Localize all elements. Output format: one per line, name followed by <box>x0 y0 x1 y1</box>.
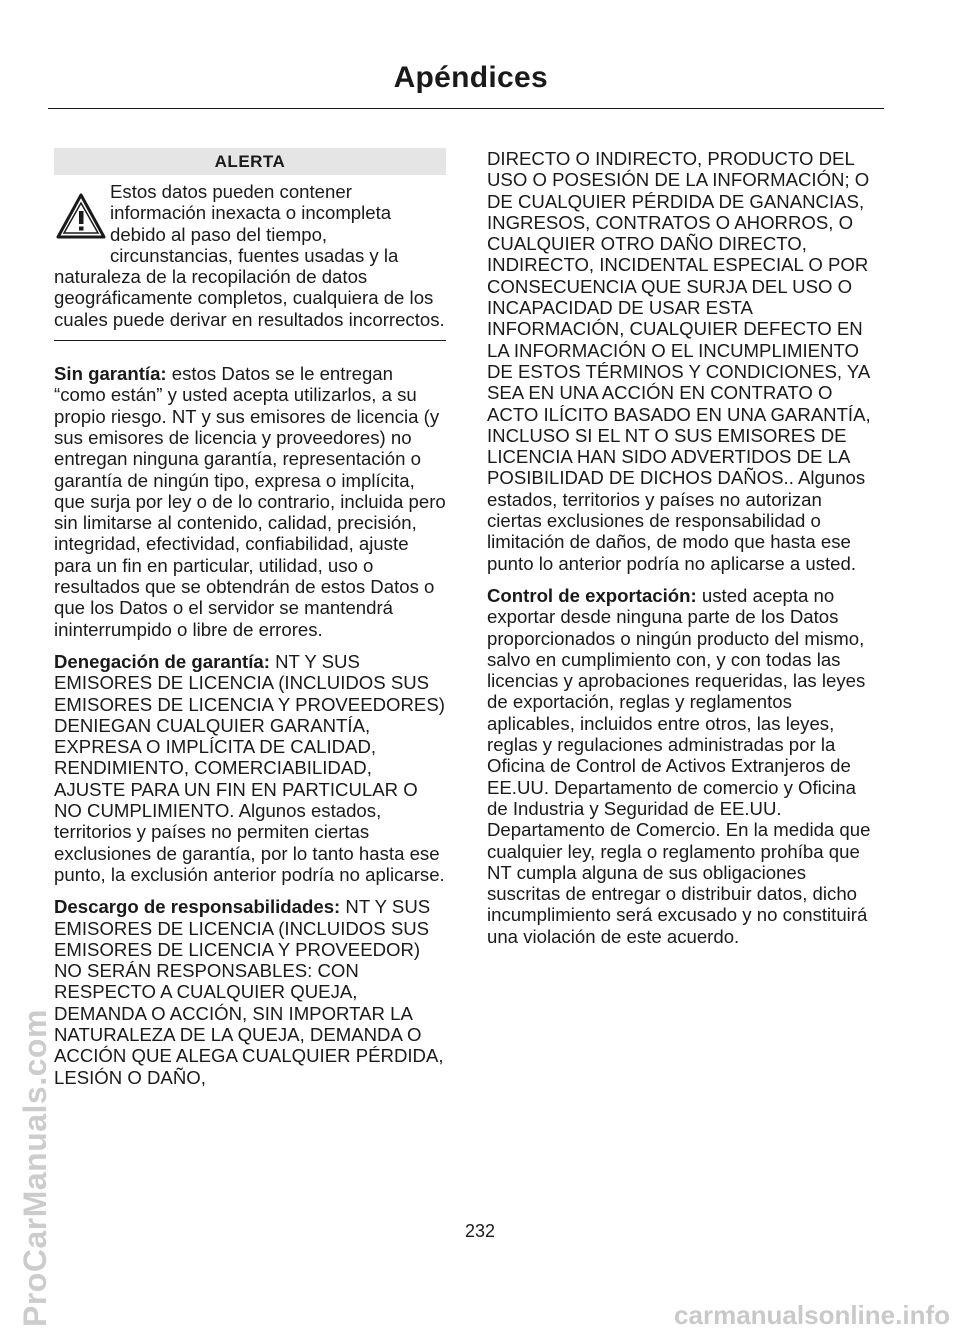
page-number: 232 <box>464 1221 496 1241</box>
warning-triangle-icon <box>54 191 108 247</box>
label-descargo: Descargo de responsabilidades: <box>54 896 341 918</box>
alert-text <box>54 181 446 330</box>
site-mark: carmanualsonline.info <box>674 1300 950 1330</box>
page-title: Apéndices <box>393 61 548 94</box>
paragraph-denegacion <box>54 651 446 885</box>
right-column <box>487 148 879 958</box>
text-descargo-cont: DIRECTO O INDIRECTO, PRODUCTO DEL USO O POSESIÓN DE LA INFORMACIÓN; O DE CUALQUIER PÉRDIDA DE GANANCIAS, INGRESOS, CONTRATOS O AHORROS, O CUALQUIER OTRO DAÑO DIRECTO, INDIRECTO, INCIDENTAL ESPECIAL O POR CONSECUENCIA QUE SURJA DEL USO O INCAPACIDAD DE USAR ESTA INFORMACIÓN, CUALQUIER DEFECTO EN LA INFORMACIÓN O EL INCUMPLIMIENTO DE ESTOS TÉRMINOS Y CONDICIONES, YA SEA EN UNA ACCIÓN EN CONTRATO O ACTO ILÍCITO BASADO EN UNA GARANTÍA, INCLUSO SI EL NT O SUS EMISORES DE LICENCIA HAN SIDO ADVERTIDOS DE LA POSIBILIDAD DE DICHOS DAÑOS.. Algunos estados, territorios y países no autorizan ciertas exclusiones de responsabilidad o limitación de daños, de modo que hasta ese punto lo anterior podría no aplicarse a usted. <box>487 148 871 574</box>
paragraph-descargo <box>54 896 446 1088</box>
left-column <box>54 148 446 1099</box>
alert-box <box>54 148 446 341</box>
text-descargo: NT Y SUS EMISORES DE LICENCIA (INCLUIDOS SUS EMISORES DE LICENCIA Y PROVEEDOR) NO SERÁN RESPONSABLES: CON RESPECTO A CUALQUIER QUEJA, DEMANDA O ACCIÓN, SIN IMPORTAR LA NATURALEZA DE LA QUEJA, DEMANDA O ACCIÓN QUE ALEGA CUALQUIER PÉRDIDA, LESIÓN O DAÑO, <box>54 896 444 1088</box>
label-control: Control de exportación: <box>487 584 697 606</box>
alert-body <box>54 175 446 341</box>
watermark: ProCarManuals.com <box>17 1009 53 1327</box>
paragraph-control <box>487 585 879 947</box>
alert-text-content: Estos datos pueden contener información inexacta o incompleta debido al paso del tiempo, circunstancias, fuentes usadas y la naturaleza de la recopilación de datos geográficamente completos, cualquiera de los cuales puede derivar en resultados incorrectos. <box>54 181 445 330</box>
paragraph-descargo-cont <box>487 148 879 574</box>
label-denegacion: Denegación de garantía: <box>54 650 270 672</box>
label-sin-garantia: Sin garantía: <box>54 363 167 385</box>
text-sin-garantia: estos Datos se le entregan “como están” y usted acepta utilizarlos, a su propio riesgo. NT y sus emisores de licencia (y sus emisores de licencia y proveedores) no entregan ninguna garantía, representación o garantía de ningún tipo, expresa o implícita, que surja por ley o de lo contrario, incluida pero sin limitarse al contenido, calidad, precisión, integridad, efectividad, confiabilidad, ajuste para un fin en particular, utilidad, uso o resultados que se obtendrán de estos Datos o que los Datos o el servidor se mantendrá ininterrumpido o libre de errores. <box>54 363 446 640</box>
alert-heading: ALERTA <box>54 148 446 175</box>
text-control: usted acepta no exportar desde ninguna parte de los Datos proporcionados o ningún producto del mismo, salvo en cumplimiento con, y con todas las licencias y aprobaciones requeridas, las leyes de exportación, reglas y reglamentos aplicables, incluidos entre otros, las leyes, reglas y regulaciones administradas por la Oficina de Control de Activos Extranjeros de EE.UU. Departamento de comercio y Oficina de Industria y Seguridad de EE.UU. Departamento de Comercio. En la medida que cualquier ley, regla o reglamento prohíba que NT cumpla alguna de sus obligaciones suscritas de entregar o distribuir datos, dicho incumplimiento será excusado y no constituirá una violación de este acuerdo. <box>487 584 871 947</box>
page-header <box>48 58 884 109</box>
text-denegacion: NT Y SUS EMISORES DE LICENCIA (INCLUIDOS SUS EMISORES DE LICENCIA Y PROVEEDORES) DENIEGAN CUALQUIER GARANTÍA, EXPRESA O IMPLÍCITA DE CALIDAD, RENDIMIENTO, COMERCIABILIDAD, AJUSTE PARA UN FIN EN PARTICULAR O NO CUMPLIMIENTO. Algunos estados, territorios y países no permiten ciertas exclusiones de garantía, por lo tanto hasta ese punto, la exclusión anterior podría no aplicarse. <box>54 650 445 885</box>
paragraph-sin-garantia <box>54 363 446 640</box>
